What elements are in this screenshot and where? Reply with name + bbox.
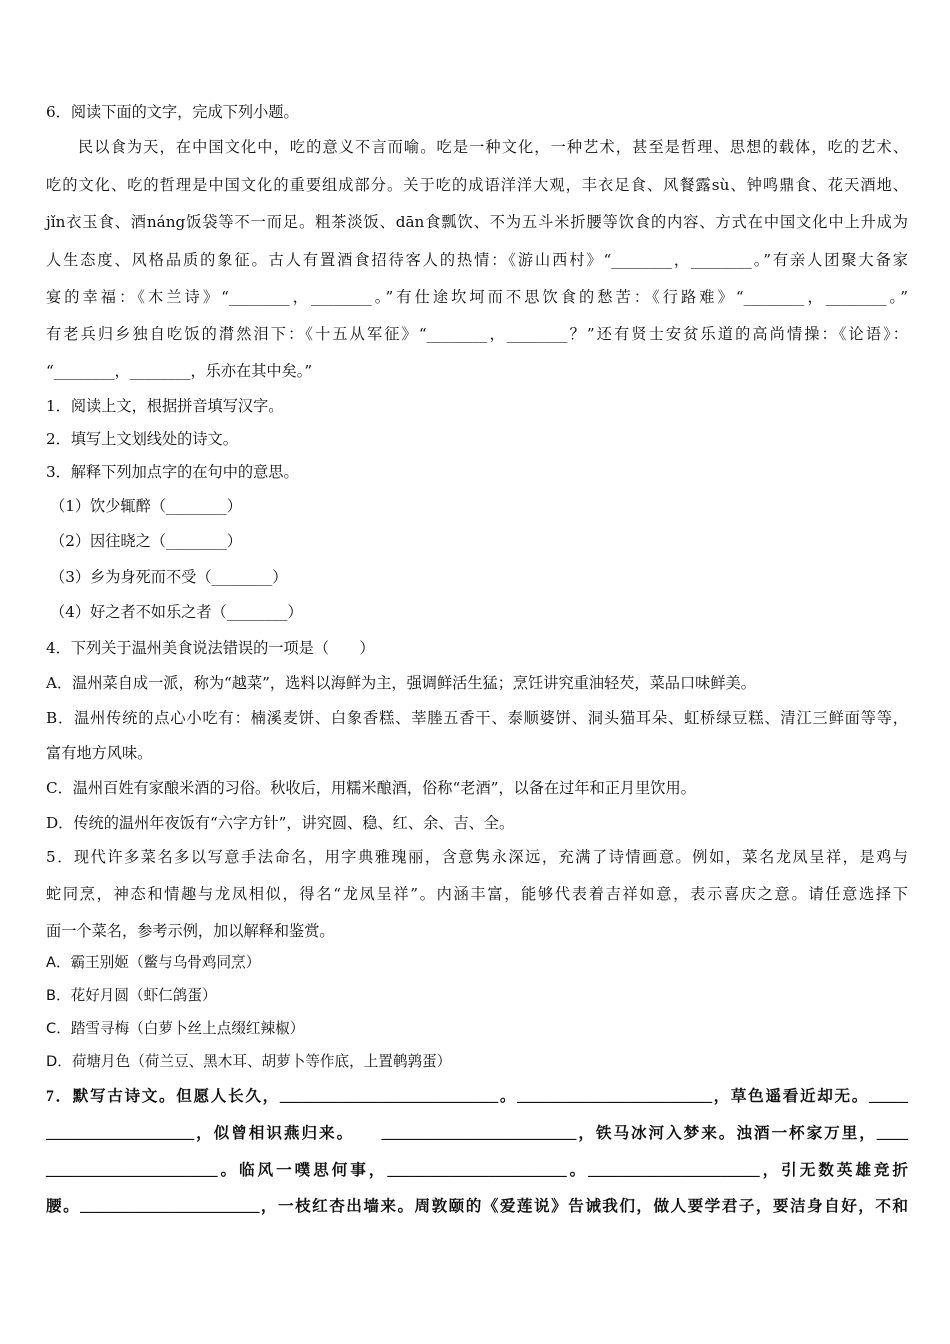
q7-line-4: 腰。_______________________，一枝红杏出墙来。周敦颐的《爱莲说》告诫我们，做人要学君子，要洁身自好，不和 <box>46 1198 908 1215</box>
q6-sub4-option-b-cont: 富有地方风味。 <box>46 744 153 762</box>
q6-passage-line-4: 人生态度、风格品质的象征。古人有置酒食招待客人的热情：《游山西村》“________，________。”有亲人团聚大备家 <box>46 251 908 269</box>
q6-sub3-item-4: （4）好之者不如乐之者（________） <box>50 603 303 621</box>
q6-sub3: 3．解释下列加点字的在句中的意思。 <box>46 463 299 481</box>
q6-sub4-option-a: A．温州菜自成一派，称为“越菜”，选料以海鲜为主，强调鲜活生猛；烹饪讲究重油轻芡，菜品口味鲜美。 <box>46 674 756 692</box>
q6-sub4: 4．下列关于温州美食说法错误的一项是（ ） <box>46 639 375 657</box>
q6-sub3-item-2: （2）因往晓之（________） <box>50 532 242 550</box>
q6-passage-line-5: 宴的幸福：《木兰诗》“________，________。”有仕途坎坷而不思饮食的愁苦：《行路难》“________，________。” <box>46 288 908 306</box>
q6-intro: 6．阅读下面的文字，完成下列小题。 <box>46 103 299 121</box>
q6-passage-line-6: 有老兵归乡独自吃饭的潸然泪下：《十五从军征》“________，________？”还有贤士安贫乐道的高尚情操：《论语》： <box>46 325 908 343</box>
q6-passage-line-7: “________，________，乐亦在其中矣。” <box>46 362 313 380</box>
q6-sub5-line-1: 5．现代许多菜名多以写意手法命名，用字典雅瑰丽，含意隽永深远，充满了诗情画意。例如，菜名龙凤呈祥，是鸡与 <box>46 848 908 866</box>
q6-sub2: 2．填写上文划线处的诗文。 <box>46 430 238 448</box>
q6-sub5-option-d: D．荷塘月色（荷兰豆、黑木耳、胡萝卜等作底，上置鹌鹑蛋） <box>46 1053 452 1070</box>
q6-passage-line-2: 吃的文化、吃的哲理是中国文化的重要组成部分。关于吃的成语洋洋大观，丰衣足食、风餐露sù、钟鸣鼎食、花天酒地、 <box>46 176 908 194</box>
q7-line-2: ___________________，似曾相识燕归来。 _________________________，铁马冰河入梦来。浊酒一杯家万里，____ <box>46 1125 908 1142</box>
q6-sub5-line-2: 蛇同烹，神态和情趣与龙凤相似，得名“龙凤呈祥”。内涵丰富，能够代表着吉祥如意，表示喜庆之意。请任意选择下 <box>46 885 908 903</box>
q6-sub5-option-c: C．踏雪寻梅（白萝卜丝上点缀红辣椒） <box>46 1020 305 1037</box>
q6-passage-line-3: jǐn衣玉食、酒náng饭袋等不一而足。粗茶淡饭、dān食瓢饮、不为五斗米折腰等饮食的内容、方式在中国文化中上升成为 <box>46 213 908 231</box>
q7-line-3: ______________________。临风一噗思何事，_______________________。______________________，引无数英雄竞折 <box>46 1162 908 1179</box>
q6-sub4-option-d: D．传统的温州年夜饭有“六字方针”，讲究圆、稳、红、余、吉、全。 <box>46 814 515 832</box>
q6-sub4-option-c: C．温州百姓有家酿米酒的习俗。秋收后，用糯米酿酒，俗称“老酒”，以备在过年和正月里饮用。 <box>46 779 696 797</box>
q6-sub1: 1．阅读上文，根据拼音填写汉字。 <box>46 397 284 415</box>
q6-sub3-item-3: （3）乡为身死而不受（________） <box>50 568 288 586</box>
q6-passage-line-1: 民以食为天，在中国文化中，吃的意义不言而喻。吃是一种文化，一种艺术，甚至是哲理、思想的载体，吃的艺术、 <box>78 138 908 156</box>
q6-sub3-item-1: （1）饮少辄醉（________） <box>50 497 242 515</box>
q6-sub4-option-b: B．温州传统的点心小吃有：楠溪麦饼、白象香糕、莘塍五香干、泰顺婆饼、洞头猫耳朵、虹桥绿豆糕、清江三鲜面等等， <box>46 709 908 727</box>
q7-line-1: 7．默写古诗文。但愿人长久，____________________________。_________________________，草色遥看近却无。_____ <box>46 1088 908 1105</box>
q6-sub5-line-3: 面一个菜名，参考示例，加以解释和鉴赏。 <box>46 922 335 940</box>
q6-sub5-option-a: A．霸王别姬（鳖与乌骨鸡同烹） <box>46 954 261 971</box>
q6-sub5-option-b: B．花好月圆（虾仁鸽蛋） <box>46 987 217 1004</box>
